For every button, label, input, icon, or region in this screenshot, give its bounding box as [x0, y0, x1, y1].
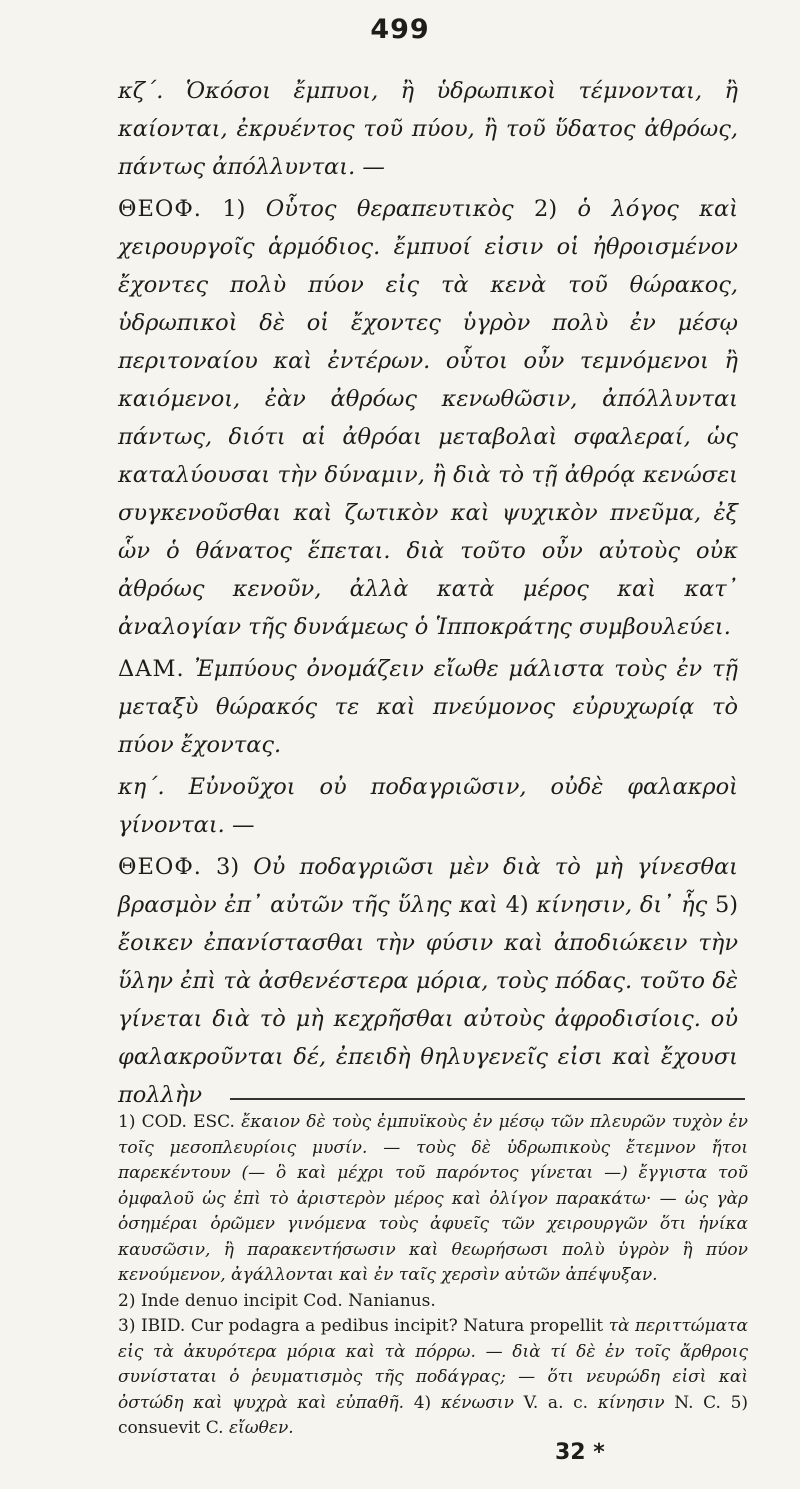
- aphorism-text: Ὁκόσοι ἔμπυοι, ἢ ὑδρωπικοὶ τέμνονται, ἢ καίονται, ἐκρυέντος τοῦ πύου, ἢ τοῦ ὕδατος ἀθρόως, πάντως ἀπόλλυνται. —: [118, 78, 738, 180]
- footnote-number: 4): [413, 1392, 432, 1413]
- commentary-theophilus-1: [118, 190, 738, 646]
- footnote-number: 3): [118, 1316, 136, 1336]
- commentary-text: κίνησιν, δι᾽ ἧς: [536, 892, 708, 918]
- footnote-2: [118, 1289, 748, 1315]
- footnote-number: 1): [118, 1112, 136, 1132]
- footnote-latin: consuevit C.: [118, 1418, 224, 1438]
- footnote-source: IBID.: [140, 1316, 186, 1336]
- footnote-greek: τὰ περιττώματα εἰς τὰ ἀκυρότερα μόρια καὶ τὰ πόρρω. — διὰ τί δὲ ἐν τοῖς ἄρθροις συνίσταται ὁ ῥευματισμὸς τῆς ποδάγρας; — ὅτι νευρώδη εἰσὶ καὶ ὀστώδη καὶ ψυχρὰ καὶ εὐπαθῆ.: [118, 1316, 748, 1413]
- footnote-latin: N. C.: [674, 1392, 721, 1413]
- footnote-1: [118, 1110, 748, 1289]
- commentary-text: ἔοικεν ἐπανίστασθαι τὴν φύσιν καὶ ἀποδιώκειν τὴν ὕλην ἐπὶ τὰ ἀσθενέστερα μόρια, τοὺς πόδας. τοῦτο δὲ γίνεται διὰ τὸ μὴ κεχρῆσθαι αὐτοὺς ἀφροδισίοις. οὐ φαλακροῦνται δέ, ἐπειδὴ θηλυγενεῖς εἰσι καὶ ἔχουσι πολλὴν: [118, 930, 738, 1108]
- page-number: 499: [370, 14, 430, 45]
- commentary-text: Οὗτος θεραπευτικὸς: [265, 196, 514, 222]
- footnote-latin: Cur podagra a pedibus incipit? Natura propellit: [190, 1316, 604, 1336]
- footnote-3: [118, 1314, 748, 1442]
- aphorism-27: [118, 72, 738, 186]
- footnote-greek: κίνησιν: [597, 1392, 665, 1413]
- aphorism-28: [118, 768, 738, 844]
- footnote-latin: V. a. c.: [523, 1392, 589, 1413]
- commentary-text: Οὐ ποδαγριῶσι μὲν διὰ τὸ μὴ γίνεσθαι βρασμὸν ἐπ᾽ αὐτῶν τῆς ὕλης καὶ: [118, 854, 739, 918]
- footnote-greek: κένωσιν: [440, 1392, 514, 1413]
- footnote-ref: 2): [534, 196, 558, 222]
- commentator-label: ΘΕΟΦ.: [118, 854, 202, 880]
- footnote-ref: 3): [216, 854, 240, 880]
- footnote-greek: εἴωθεν.: [228, 1418, 294, 1438]
- signature-mark: 32 *: [555, 1440, 605, 1465]
- footnote-ref: 1): [222, 196, 246, 222]
- commentary-theophilus-2: [118, 848, 738, 1114]
- footnote-greek: ἔκαιον δὲ τοὺς ἐμπυϊκοὺς ἐν μέσῳ τῶν πλευρῶν τυχὸν ἐν τοῖς μεσοπλευρίοις μυσίν. — τοὺς δὲ ὑδρωπικοὺς ἔτεμνον ἤτοι παρεκέντουν (— ὃ καὶ μέχρι τοῦ παρόντος γίνεται —) ἔγγιστα τοῦ ὀμφαλοῦ ὡς ἐπὶ τὸ ἀριστερὸν μέρος καὶ ὀλίγον παρακάτω· — ὡς γὰρ ὁσημέραι ὁρῶμεν γινόμενα τοὺς ἀφυεῖς τῶν χειρουργῶν ὅτι ἡνίκα καυσῶσιν, ἢ παρακεντήσωσιν καὶ θεωρήσωσι πολὺ ὑγρὸν ἢ πύον κενούμενον, ἀγάλλονται καὶ ἐν ταῖς χερσὶν αὐτῶν ἀπέψυξαν.: [118, 1112, 749, 1285]
- footnote-number: 5): [730, 1392, 749, 1413]
- footnote-ref: 5): [714, 892, 739, 918]
- aphorism-text: Εὐνοῦχοι οὐ ποδαγριῶσιν, οὐδὲ φαλακροὶ γίνονται. —: [118, 774, 738, 838]
- aphorism-number: κη΄.: [118, 774, 165, 800]
- commentator-label: ΘΕΟΦ.: [118, 196, 202, 222]
- footnote-text: Inde denuo incipit Cod. Nanianus.: [140, 1290, 436, 1311]
- footnote-divider: [230, 1098, 745, 1100]
- commentary-damascius: [118, 650, 738, 764]
- footnote-source: COD. ESC.: [141, 1112, 235, 1132]
- main-text: [118, 72, 738, 1118]
- footnote-number: 2): [118, 1290, 136, 1311]
- commentary-text: ὁ λόγος καὶ χειρουργοῖς ἁρμόδιος. ἔμπυοί εἰσιν οἱ ἠθροισμένον ἔχοντες πολὺ πύον εἰς τὰ κενὰ τοῦ θώρακος, ὑδρωπικοὶ δὲ οἱ ἔχοντες ὑγρὸν πολὺ ἐν μέσῳ περιτοναίου καὶ ἐντέρων. οὗτοι οὖν τεμνόμενοι ἢ καιόμενοι, ἐὰν ἀθρόως κενωθῶσιν, ἀπόλλυνται πάντως, διότι αἱ ἀθρόαι μεταβολαὶ σφαλεραί, ὡς καταλύουσαι τὴν δύναμιν, ἢ διὰ τὸ τῇ ἀθρόᾳ κενώσει συγκενοῦσθαι καὶ ζωτικὸν καὶ ψυχικὸν πνεῦμα, ἐξ ὧν ὁ θάνατος ἕπεται. διὰ τοῦτο οὖν αὐτοὺς οὐκ ἀθρόως κενοῦν, ἀλλὰ κατὰ μέρος καὶ κατ᾽ ἀναλογίαν τῆς δυνάμεως ὁ Ἱπποκράτης συμβουλεύει.: [118, 196, 739, 640]
- footnotes: [118, 1110, 748, 1442]
- commentator-label: ΔΑΜ.: [118, 656, 185, 682]
- footnote-ref: 4): [505, 892, 529, 918]
- aphorism-number: κζ΄.: [118, 78, 164, 104]
- commentary-text: Ἐμπύους ὀνομάζειν εἴωθε μάλιστα τοὺς ἐν τῇ μεταξὺ θώρακός τε καὶ πνεύμονος εὐρυχωρίᾳ τὸ πύον ἔχοντας.: [118, 656, 738, 758]
